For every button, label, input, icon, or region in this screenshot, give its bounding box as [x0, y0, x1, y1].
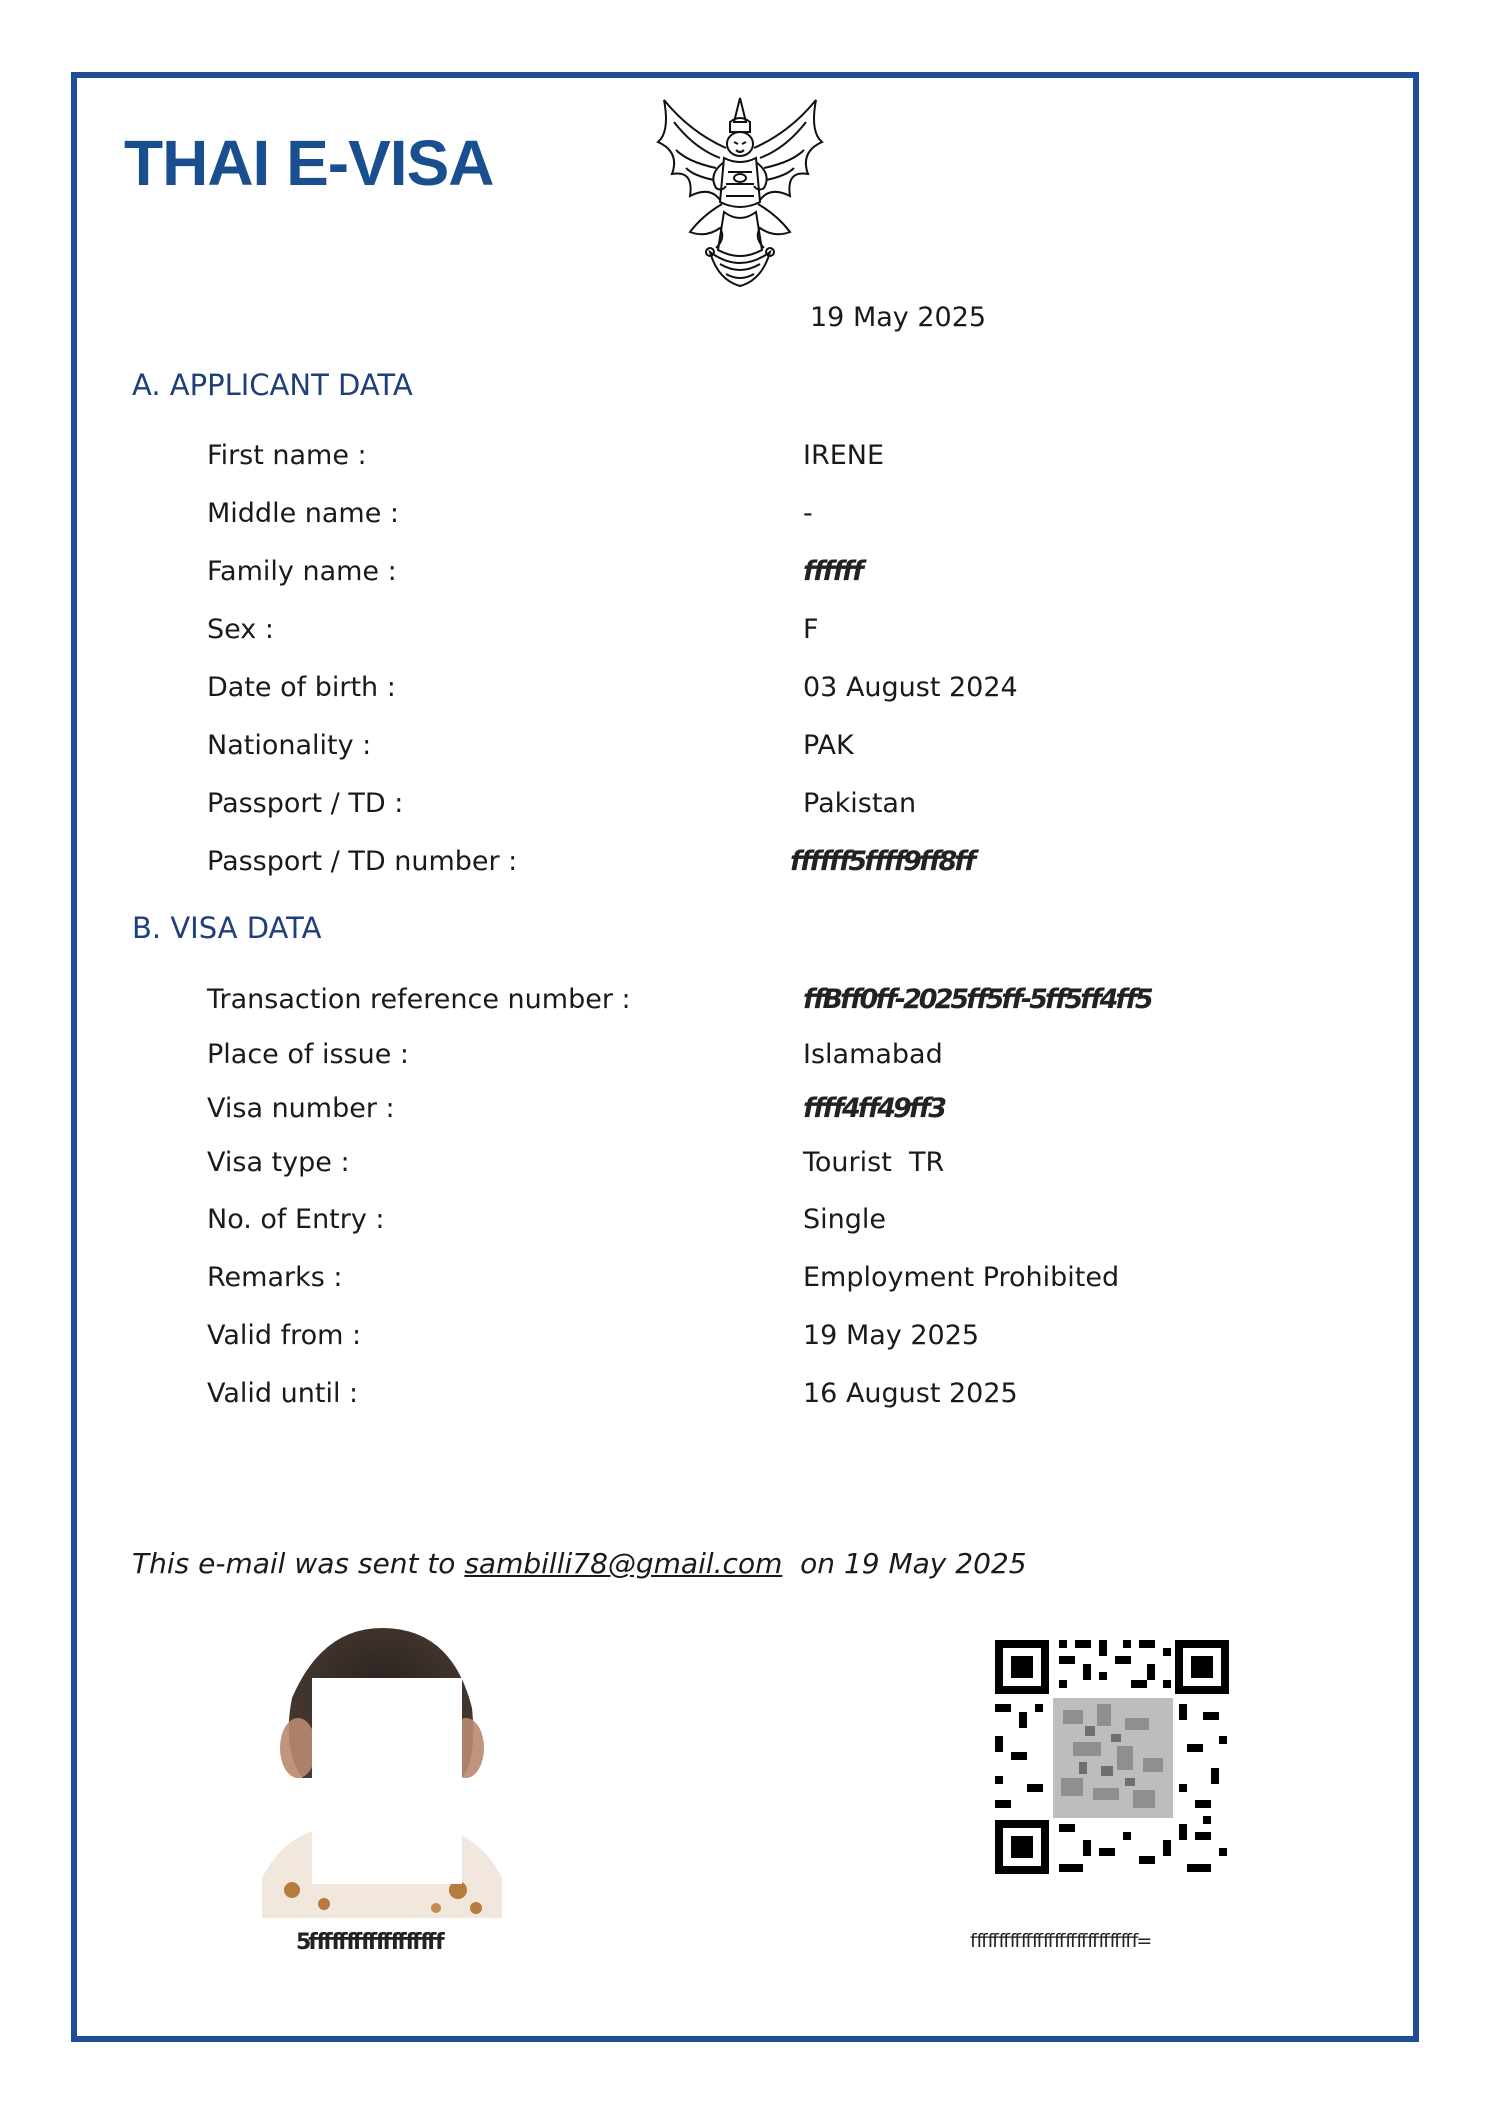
field-value-redacted: ﬀﬀ4ﬀ49ﬀ3 [803, 1093, 945, 1124]
section-applicant-title: A. APPLICANT DATA [132, 368, 413, 402]
field-label: Place of issue : [207, 1039, 410, 1070]
row-place-of-issue [0, 1039, 1501, 1083]
field-label: Passport / TD number : [207, 846, 518, 877]
row-valid-until [0, 1378, 1501, 1422]
field-value: F [803, 614, 819, 645]
row-visa-number [0, 1093, 1501, 1137]
field-value-redacted: ﬀﬀﬀ [803, 556, 862, 587]
qr-code-text: ﬀﬀﬀﬀﬀﬀﬀﬀﬀﬀﬀﬀﬀﬀﬀ= [970, 1930, 1151, 1952]
garuda-emblem-icon [650, 92, 830, 290]
row-entries [0, 1204, 1501, 1248]
field-label: Sex : [207, 614, 274, 645]
field-value: Tourist TR [803, 1147, 945, 1178]
field-label: Valid until : [207, 1378, 359, 1409]
field-label: Visa type : [207, 1147, 350, 1178]
row-passport-number [0, 846, 1501, 890]
field-label: Visa number : [207, 1093, 395, 1124]
row-visa-type [0, 1147, 1501, 1191]
email-notice [132, 1547, 1027, 1580]
email-suffix: on 19 May 2025 [782, 1547, 1027, 1580]
row-transaction-ref [0, 984, 1501, 1028]
field-value-redacted: ﬀﬀﬀ5ﬀﬀ9ﬀ8ﬀ [790, 846, 974, 877]
field-value: 03 August 2024 [803, 672, 1018, 703]
applicant-photo [262, 1628, 502, 1918]
issue-date: 19 May 2025 [810, 302, 987, 333]
field-value-redacted: ﬀBﬀ0ﬀ-2025ﬀ5ﬀ-5ﬀ5ﬀ4ﬀ5 [803, 984, 1151, 1015]
field-label: Date of birth : [207, 672, 396, 703]
field-value: PAK [803, 730, 854, 761]
field-value: IRENE [803, 440, 885, 471]
field-value: Pakistan [803, 788, 917, 819]
field-value: 16 August 2025 [803, 1378, 1018, 1409]
row-remarks [0, 1262, 1501, 1306]
row-middle-name [0, 498, 1501, 542]
row-passport-td [0, 788, 1501, 832]
email-prefix: This e-mail was sent to [132, 1547, 465, 1580]
row-sex [0, 614, 1501, 658]
field-label: Middle name : [207, 498, 400, 529]
field-label: Valid from : [207, 1320, 362, 1351]
field-label: Passport / TD : [207, 788, 404, 819]
row-first-name [0, 440, 1501, 484]
field-label: First name : [207, 440, 367, 471]
field-value: Islamabad [803, 1039, 943, 1070]
row-valid-from [0, 1320, 1501, 1364]
field-label: Remarks : [207, 1262, 343, 1293]
field-value: Employment Prohibited [803, 1262, 1120, 1293]
field-value: Single [803, 1204, 887, 1235]
row-nationality [0, 730, 1501, 774]
field-label: No. of Entry : [207, 1204, 385, 1235]
field-value: - [803, 498, 813, 529]
field-label: Nationality : [207, 730, 372, 761]
row-date-of-birth [0, 672, 1501, 716]
field-label: Family name : [207, 556, 397, 587]
photo-code: 5ﬀﬀﬀﬀﬀﬀﬀﬀﬀ [296, 1930, 442, 1955]
qr-code-icon [993, 1638, 1231, 1876]
brand-title: THAI E-VISA [124, 127, 494, 199]
field-label: Transaction reference number : [207, 984, 631, 1015]
section-visa-title: B. VISA DATA [132, 911, 322, 945]
field-value: 19 May 2025 [803, 1320, 980, 1351]
email-link[interactable]: sambilli78@gmail.com [464, 1547, 783, 1580]
row-family-name [0, 556, 1501, 600]
